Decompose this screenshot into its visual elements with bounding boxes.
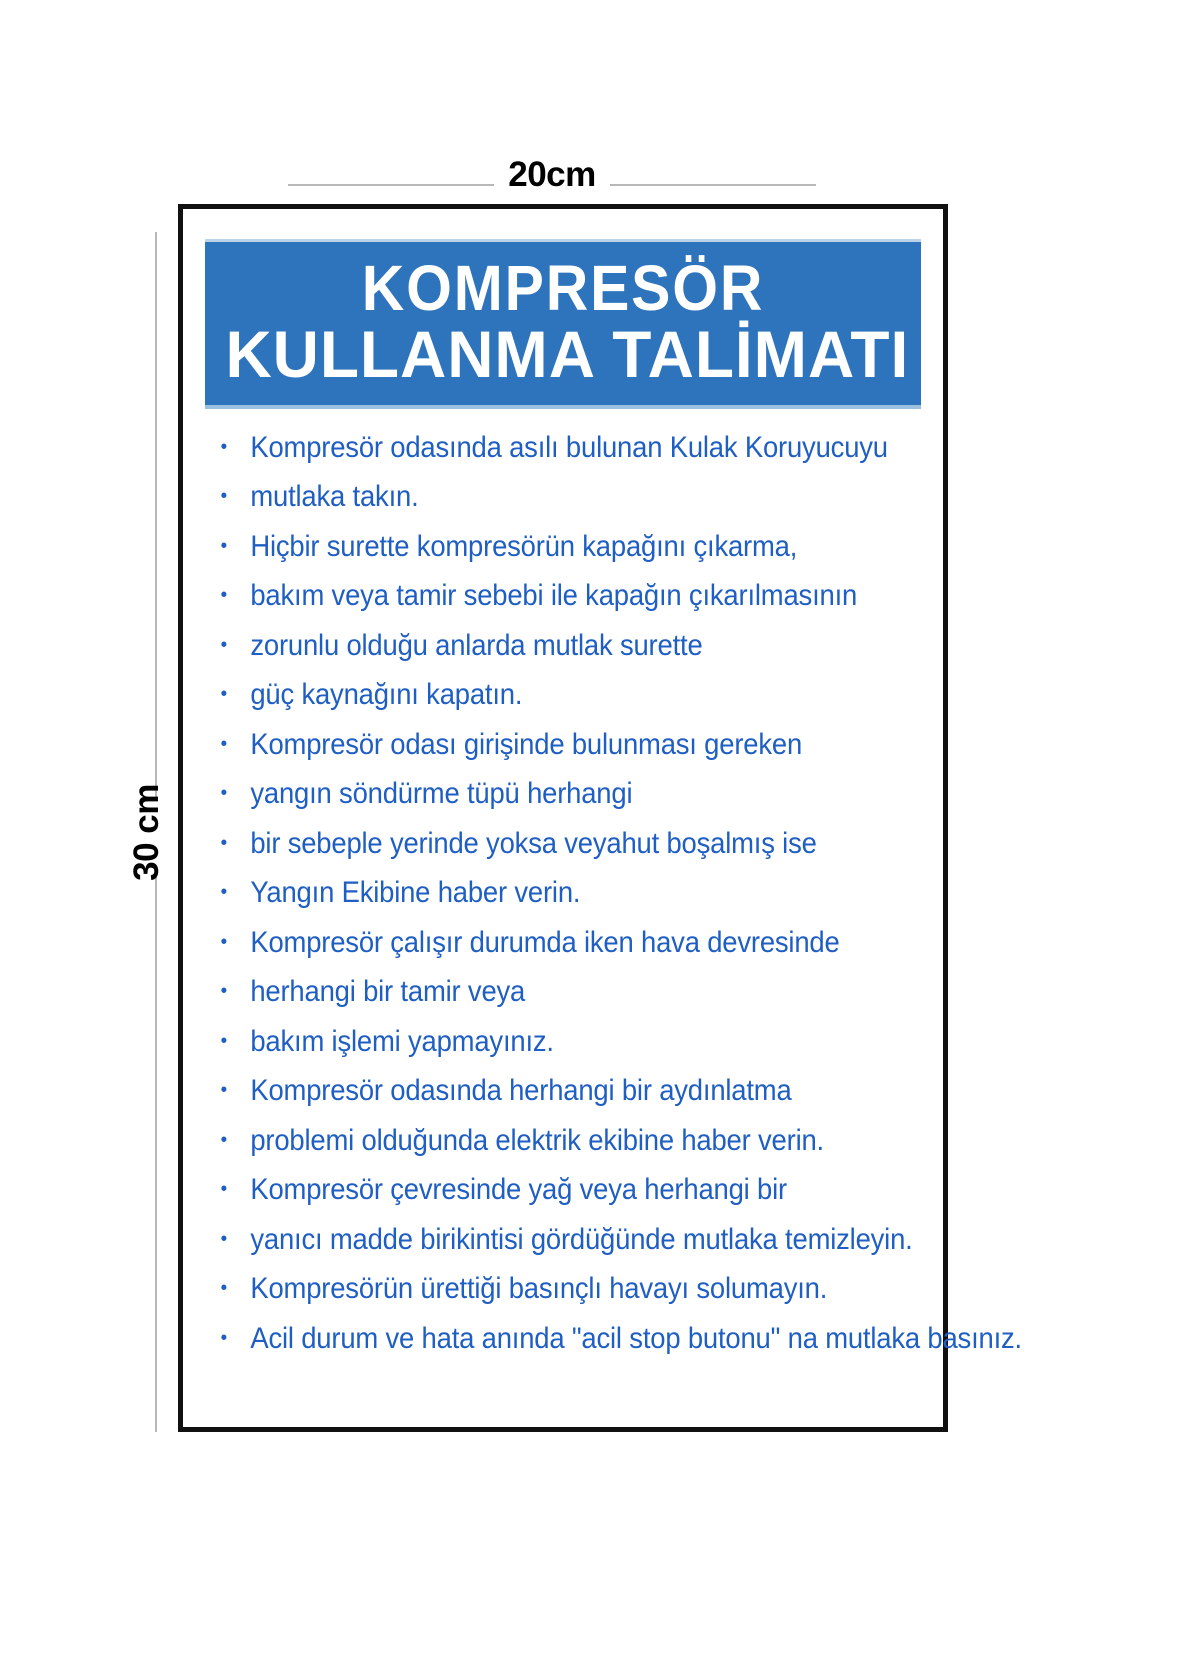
sign-title-line-2: KULLANMA TALİMATI — [225, 317, 910, 392]
safety-sign-board — [178, 204, 1022, 1432]
sign-title-line-1: KOMPRESÖR — [361, 252, 765, 324]
list-item — [215, 918, 872, 968]
list-item — [215, 1017, 872, 1067]
bullet-icon: • — [220, 1277, 227, 1300]
sign-title-banner — [205, 239, 921, 409]
bullet-icon: • — [220, 633, 227, 656]
list-item-text: Kompresör odasında herhangi bir aydınlatma — [250, 1074, 792, 1108]
list-item-text: Kompresör çalışır durumda iken hava devresinde — [250, 925, 840, 959]
width-dimension-label: 20cm — [508, 155, 596, 194]
bullet-icon: • — [220, 683, 227, 706]
list-item — [215, 1116, 872, 1166]
list-item — [215, 967, 872, 1017]
bullet-icon: • — [220, 534, 227, 557]
list-item — [215, 423, 888, 473]
list-item-text: bakım veya tamir sebebi ile kapağın çıkarılmasının — [250, 579, 858, 613]
list-item-text: yanıcı madde birikintisi gördüğünde mutlaka temizleyin. — [250, 1222, 913, 1256]
list-item-text: Kompresör çevresinde yağ veya herhangi bir — [250, 1173, 787, 1207]
width-dimension-rule-right — [610, 184, 816, 186]
list-item — [215, 1165, 872, 1215]
bullet-icon: • — [220, 1079, 227, 1102]
height-dimension-rule-top — [155, 232, 157, 799]
list-item — [215, 1264, 872, 1314]
width-dimension-rule-left — [288, 184, 494, 186]
list-item-text: bakım işlemi yapmayınız. — [250, 1024, 554, 1058]
list-item-text: mutlaka takın. — [250, 480, 419, 514]
list-item-text: Yangın Ekibine haber verin. — [250, 876, 581, 910]
list-item-text: Acil durum ve hata anında "acil stop butonu" na mutlaka basınız. — [250, 1321, 1022, 1355]
width-dimension-indicator — [288, 140, 816, 192]
bullet-icon: • — [220, 732, 227, 755]
list-item-text: Kompresör odası girişinde bulunması gereken — [250, 727, 803, 761]
bullet-icon: • — [220, 1128, 227, 1151]
list-item — [215, 769, 872, 819]
height-dimension-label: 30 cm — [126, 783, 166, 881]
list-item — [215, 819, 872, 869]
list-item-text: Kompresör odasında asılı bulunan Kulak Koruyucuyu — [250, 430, 888, 464]
list-item-text: herhangi bir tamir veya — [250, 975, 526, 1009]
list-item — [215, 522, 872, 572]
bullet-icon: • — [220, 485, 227, 508]
bullet-icon: • — [220, 1029, 227, 1052]
bullet-icon: • — [220, 980, 227, 1003]
list-item — [215, 670, 872, 720]
list-item — [215, 868, 872, 918]
list-item — [215, 621, 872, 671]
list-item-text: problemi olduğunda elektrik ekibine haber verin. — [250, 1123, 825, 1157]
bullet-icon: • — [220, 435, 227, 458]
list-item — [215, 472, 872, 522]
bullet-icon: • — [220, 1326, 227, 1349]
list-item-text: zorunlu olduğu anlarda mutlak surette — [250, 628, 703, 662]
list-item-text: bir sebeple yerinde yoksa veyahut boşalmış ise — [250, 826, 817, 860]
list-item — [215, 1215, 913, 1265]
list-item-text: yangın söndürme tüpü herhangi — [250, 777, 633, 811]
list-item — [215, 571, 872, 621]
bullet-icon: • — [220, 584, 227, 607]
bullet-icon: • — [220, 1178, 227, 1201]
instruction-list — [205, 423, 1022, 1364]
height-dimension-indicator — [118, 232, 174, 1432]
height-dimension-rule-bottom — [155, 866, 157, 1433]
list-item-text: güç kaynağını kapatın. — [250, 678, 523, 712]
bullet-icon: • — [220, 831, 227, 854]
list-item-text: Hiçbir surette kompresörün kapağını çıkarma, — [250, 529, 798, 563]
list-item — [215, 1066, 872, 1116]
list-item-text: Kompresörün ürettiği basınçlı havayı solumayın. — [250, 1272, 828, 1306]
bullet-icon: • — [220, 881, 227, 904]
bullet-icon: • — [220, 930, 227, 953]
bullet-icon: • — [220, 782, 227, 805]
bullet-icon: • — [220, 1227, 227, 1250]
list-item — [215, 1314, 1022, 1364]
list-item — [215, 720, 872, 770]
